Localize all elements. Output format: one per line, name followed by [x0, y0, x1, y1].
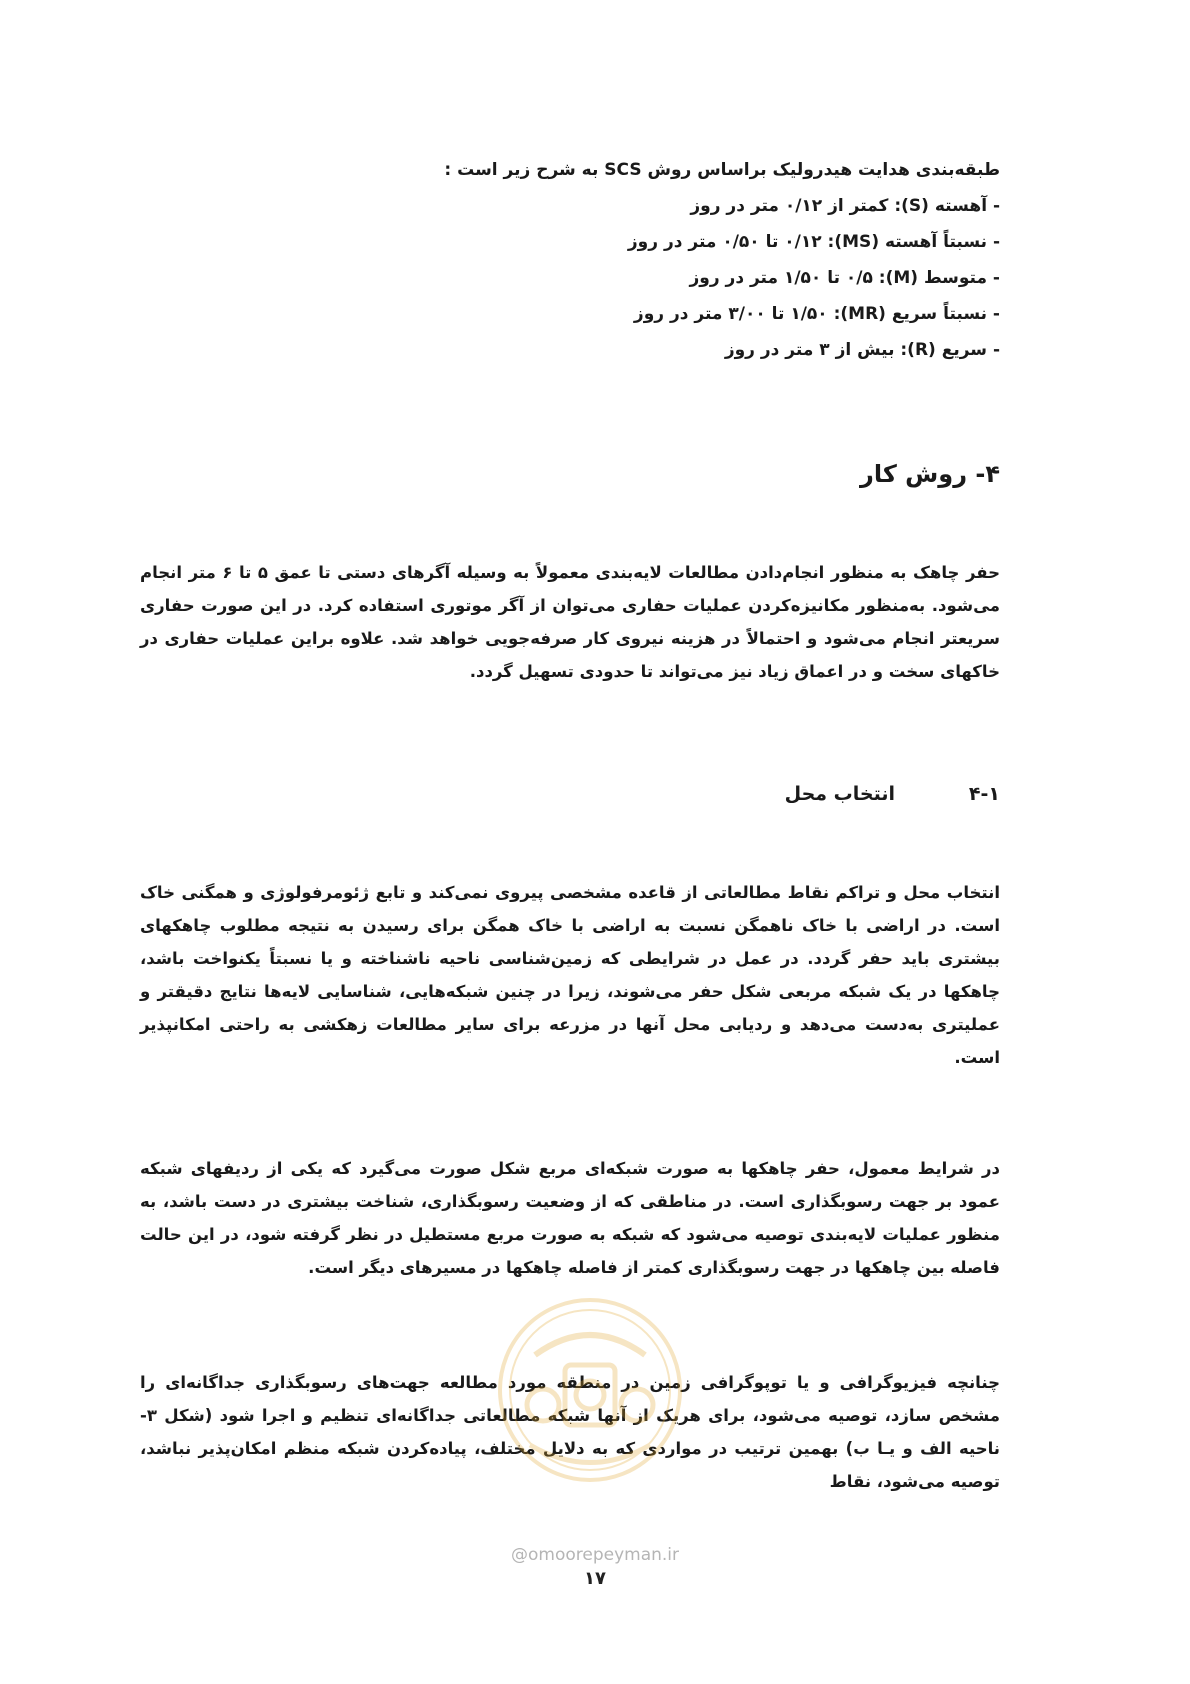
paragraph: در شرایط معمول، حفر چاهکها به صورت شبکه‌ای مربع شکل صورت می‌گیرد که یکی از ردیفهای شبکه عمود بر جهت رسوبگذاری است. در مناطقی که از وضعیت رسوبگذاری، شناخت بیشتری در دست باشد، به منظور عملیات لایه‌بندی توصیه می‌شود که شبکه به صورت مربع مستطیل در نظر گرفته شود، در این حالت فاصله بین چاهکها در جهت رسوبگذاری کمتر از فاصله چاهکها در مسیرهای دیگر است.: [140, 1159, 1000, 1277]
subsection-title: انتخاب محل: [784, 783, 895, 805]
list-item: - نسبتاً سریع (MR): ۱/۵۰ تا ۳/۰۰ متر در روز: [633, 304, 1000, 324]
subsection-heading: [140, 783, 1000, 805]
section-heading: ۴- روش کار: [860, 460, 1000, 488]
page-number: ۱۷: [584, 1568, 606, 1589]
list-item: - آهسته (S): کمتر از ۰/۱۲ متر در روز: [690, 196, 1000, 216]
classification-title: طبقه‌بندی هدایت هیدرولیک براساس روش SCS به شرح زیر است :: [444, 160, 1000, 180]
list-item: - سریع (R): بیش از ۳ متر در روز: [724, 340, 1000, 360]
list-item: - متوسط (M): ۰/۵ تا ۱/۵۰ متر در روز: [689, 268, 1000, 288]
paragraph: چنانچه فیزیوگرافی و یا توپوگرافی زمین در منطقه مورد مطالعه جهت‌های رسوبگذاری جداگانه‌ای را مشخص سازد، توصیه می‌شود، برای هریک از آنها شبکه مطالعاتی جداگانه‌ای تنظیم و اجرا شود (شکل ۳- ناحیه الف و یـا ب) بهمین ترتیب در مواردی که به دلایل مختلف، پیاده‌کردن شبکه منظم امکان‌پذیر نباشد، توصیه می‌شود، نقاط: [140, 1373, 1000, 1491]
watermark-text: @omoorepeyman.ir: [510, 1545, 680, 1565]
subsection-number: ۴-۱: [968, 783, 1000, 805]
list-item: - نسبتاً آهسته (MS): ۰/۱۲ تا ۰/۵۰ متر در روز: [627, 232, 1000, 252]
paragraph: حفر چاهک به منظور انجام‌دادن مطالعات لایه‌بندی معمولاً به وسیله آگرهای دستی تا عمق ۵ تا ۶ متر انجام می‌شود. به‌منظور مکانیزه‌کردن عملیات حفاری می‌توان از آگر موتوری استفاده کرد. در این صورت حفاری سریعتر انجام می‌شود و احتمالاً در هزینه نیروی کار صرفه‌جویی خواهد شد. علاوه براین عملیات حفاری در خاکهای سخت و در اعماق زیاد نیز می‌تواند تا حدودی تسهیل گردد.: [140, 563, 1000, 681]
classification-list: [140, 188, 1000, 368]
paragraph: انتخاب محل و تراکم نقاط مطالعاتی از قاعده مشخصی پیروی نمی‌کند و تابع ژئومرفولوژی و همگنی خاک است. در اراضی با خاک ناهمگن نسبت به اراضی با خاک همگن برای رسیدن به نتیجه مطلوب چاهکهای بیشتری باید حفر گردد. در عمل در شرایطی که زمین‌شناسی ناحیه ناشناخته و یا نسبتاً یکنواخت باشد، چاهکها در یک شبکه مربعی شکل حفر می‌شوند، زیرا در چنین شبکه‌هایی، شناسایی لایه‌ها نتایج دقیقتر و عملیتری به‌دست می‌دهد و ردیابی محل آنها در مزرعه برای سایر مطالعات زهکشی به راحتی امکانپذیر است.: [140, 883, 1000, 1067]
